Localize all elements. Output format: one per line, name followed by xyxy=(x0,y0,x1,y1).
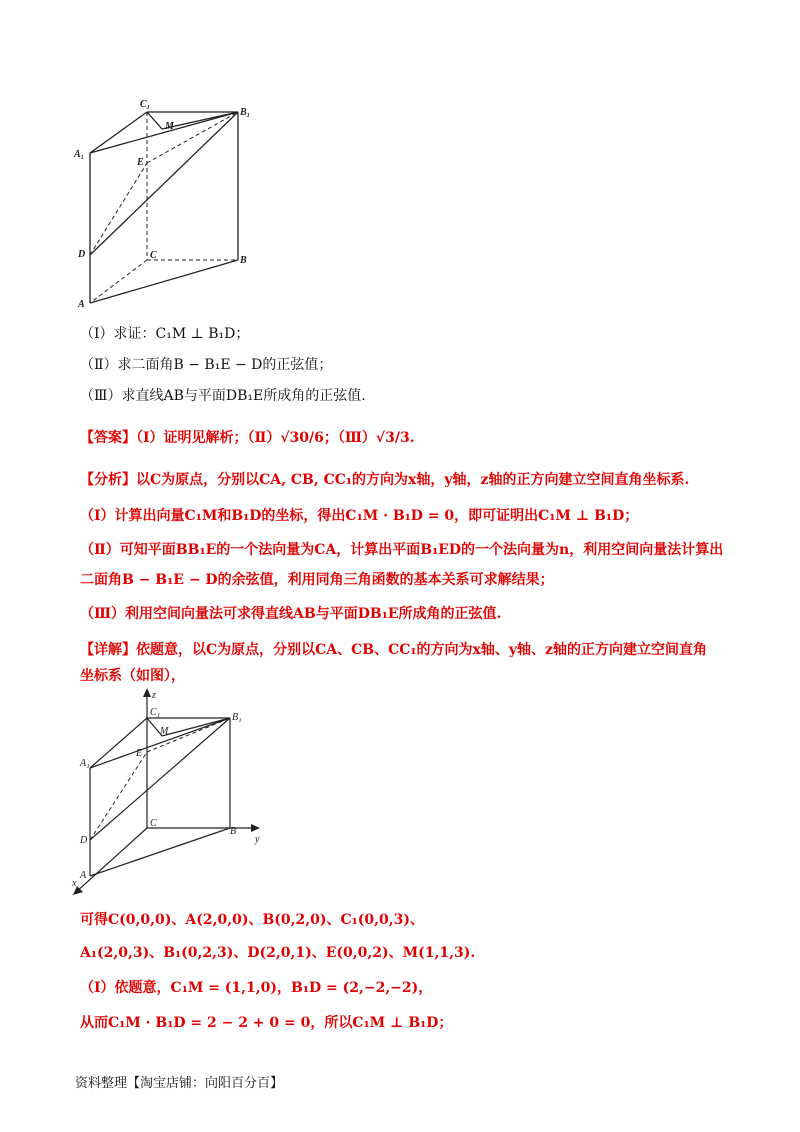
label-c: C xyxy=(150,250,157,261)
label-b1: B₁ xyxy=(232,712,242,723)
answer-line xyxy=(80,428,415,448)
label-d: D xyxy=(80,835,88,846)
part1-line1: （Ⅰ）依题意，C₁M = (1,1,0)，B₁D = (2,−2,−2)， xyxy=(80,980,433,996)
coords-line2: A₁(2,0,3)、B₁(0,2,3)、D(2,0,1)、E(0,0,2)、M(1,1,3). xyxy=(80,945,476,961)
footer-note: 资料整理【淘宝店铺：向阳百分百】 xyxy=(75,1076,284,1091)
answer-tag: 【答案】 xyxy=(80,430,136,446)
label-c: C xyxy=(150,818,157,829)
label-c1: C₁ xyxy=(140,99,151,110)
question-2: （Ⅱ）求二面角B − B₁E − D的正弦值； xyxy=(80,357,333,373)
detail-line1 xyxy=(80,640,707,660)
question-3: （Ⅲ）求直线AB与平面DB₁E所成角的正弦值. xyxy=(80,388,366,404)
label-m: M xyxy=(160,726,169,737)
analysis-intro xyxy=(80,470,689,490)
label-a1: A₁ xyxy=(74,149,85,160)
label-b: B xyxy=(230,826,237,837)
label-d: D xyxy=(78,249,86,260)
label-m: M xyxy=(165,121,174,132)
analysis-part2b: 二面角B − B₁E − D的余弦值，利用同角三角函数的基本关系可求解结果； xyxy=(80,572,554,588)
label-a: A xyxy=(78,299,85,310)
z-axis-arrow xyxy=(143,688,151,697)
label-x: x xyxy=(72,878,77,889)
y-axis-arrow xyxy=(251,824,260,832)
label-c1: C₁ xyxy=(150,707,161,718)
analysis-part3: （Ⅲ）利用空间向量法可求得直线AB与平面DB₁E所成角的正弦值. xyxy=(80,606,502,622)
analysis-intro-text: 以C为原点，分别以CA, CB, CC₁的方向为x轴，y轴，z轴的正方向建立空间直角坐标系. xyxy=(136,472,690,488)
question-1: （Ⅰ）求证：C₁M ⊥ B₁D； xyxy=(80,326,250,342)
part1-line2: 从而C₁M · B₁D = 2 − 2 + 0 = 0，所以C₁M ⊥ B₁D； xyxy=(80,1015,453,1031)
label-b: B xyxy=(240,255,247,266)
label-a: A xyxy=(80,870,87,881)
label-e: E xyxy=(136,748,143,759)
detail-tag: 【详解】 xyxy=(80,642,136,658)
analysis-part2a: （Ⅱ）可知平面BB₁E的一个法向量为CA，计算出平面B₁ED的一个法向量为n，利用空间向量法计算出 xyxy=(80,542,724,558)
prism-figure-2 xyxy=(70,688,270,898)
analysis-tag: 【分析】 xyxy=(80,472,136,488)
prism-figure-1 xyxy=(70,95,270,310)
analysis-part1: （Ⅰ）计算出向量C₁M和B₁D的坐标，得出C₁M · B₁D = 0，即可证明出C₁M ⊥ B₁D； xyxy=(80,508,639,524)
answer-text: （Ⅰ）证明见解析；（Ⅱ）√30/6；（Ⅲ）√3/3. xyxy=(136,430,415,446)
label-b1: B₁ xyxy=(240,107,251,118)
label-a1: A₁ xyxy=(80,758,90,769)
detail-line2: 坐标系（如图）， xyxy=(80,668,185,684)
label-e: E xyxy=(137,157,144,168)
detail-line1-text: 依题意，以C为原点，分别以CA、CB、CC₁的方向为x轴、y轴、z轴的正方向建立空间直角 xyxy=(136,642,707,658)
label-z: z xyxy=(152,690,156,701)
coords-line1: 可得C(0,0,0)、A(2,0,0)、B(0,2,0)、C₁(0,0,3)、 xyxy=(80,912,424,928)
label-y: y xyxy=(255,834,260,845)
